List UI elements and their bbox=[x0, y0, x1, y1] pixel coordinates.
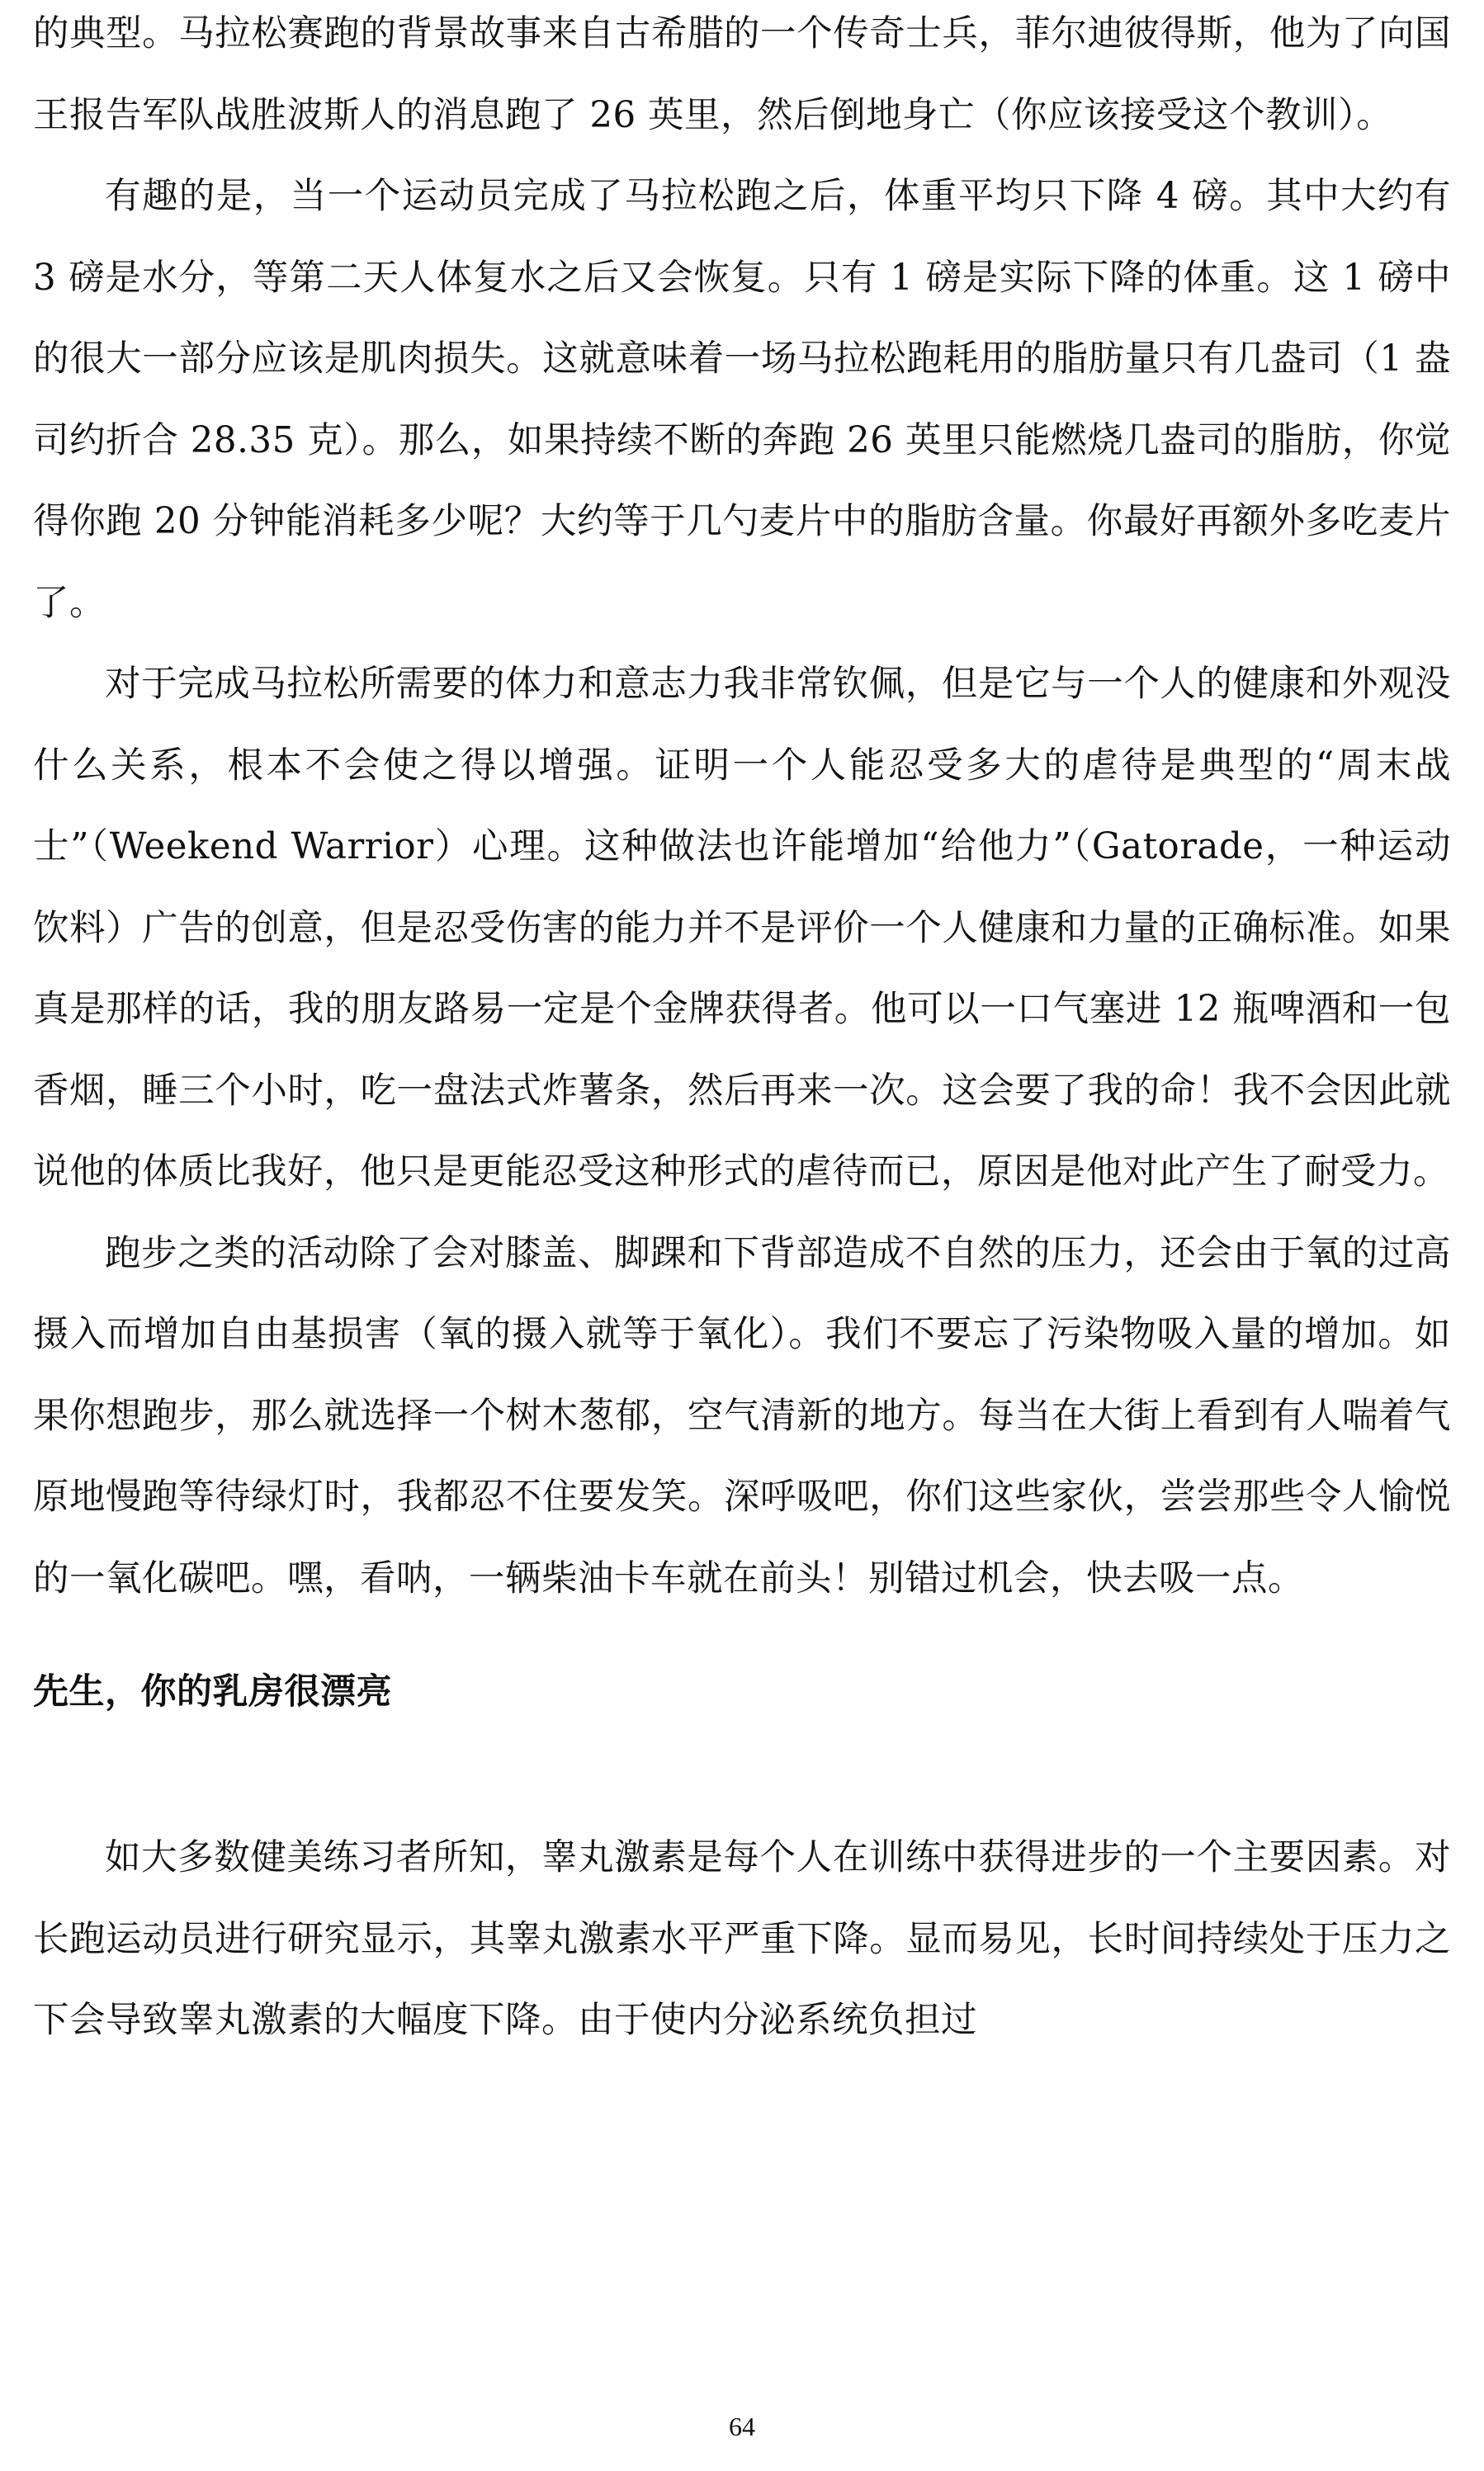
section-spacer-bottom bbox=[33, 1717, 1451, 1817]
paragraph-testosterone: 如大多数健美练习者所知，睾丸激素是每个人在训练中获得进步的一个主要因素。对长跑运动员进行研究显示，其睾丸激素水平严重下降。显而易见，长时间持续处于压力之下会导致睾丸激素的大幅度下降。由于使内分泌系统负担过 bbox=[33, 1837, 1451, 2041]
paragraph-marathon-origin: 的典型。马拉松赛跑的背景故事来自古希腊的一个传奇士兵，菲尔迪彼得斯，他为了向国王报告军队战胜波斯人的消息跑了 26 英里，然后倒地身亡（你应该接受这个教训）。 bbox=[33, 13, 1451, 136]
section-heading: 先生，你的乳房很漂亮 bbox=[33, 1671, 392, 1713]
paragraph-running-stress: 跑步之类的活动除了会对膝盖、脚踝和下背部造成不自然的压力，还会由于氧的过高摄入而增加自由基损害（氧的摄入就等于氧化）。我们不要忘了污染物吸入量的增加。如果你想跑步，那么就选择一个树木葱郁，空气清新的地方。每当在大街上看到有人喘着气原地慢跑等待绿灯时，我都忍不住要发笑。深呼吸吧，你们这些家伙，尝尝那些令人愉悦的一氧化碳吧。嘿，看呐，一辆柴油卡车就在前头！别错过机会，快去吸一点。 bbox=[33, 1232, 1451, 1599]
paragraph-weight-loss: 有趣的是，当一个运动员完成了马拉松跑之后，体重平均只下降 4 磅。其中大约有 3 磅是水分，等第二天人体复水之后又会恢复。只有 1 磅是实际下降的体重。这 1 磅中的很大一部分应该是肌肉损失。这就意味着一场马拉松跑耗用的脂肪量只有几盎司（1 盎司约折合 28.35 克）。那么，如果持续不断的奔跑 26 英里只能燃烧几盎司的脂肪，你觉得你跑 20 分钟能消耗多少呢？大约等于几勺麦片中的脂肪含量。你最好再额外多吃麦片了。 bbox=[33, 176, 1451, 624]
page-number: 64 bbox=[729, 2412, 755, 2441]
document-page bbox=[33, 0, 1451, 2062]
section-spacer-top bbox=[33, 1619, 1451, 1667]
paragraph-endurance: 对于完成马拉松所需要的体力和意志力我非常钦佩，但是它与一个人的健康和外观没什么关系，根本不会使之得以增强。证明一个人能忍受多大的虐待是典型的“周末战士”（Weekend Warrior）心理。这种做法也许能增加“给他力”（Gatorade，一种运动饮料）广告的创意，但是忍受伤害的能力并不是评价一个人健康和力量的正确标准。如果真是那样的话，我的朋友路易一定是个金牌获得者。他可以一口气塞进 12 瓶啤酒和一包香烟，睡三个小时，吃一盘法式炸薯条，然后再来一次。这会要了我的命！我不会因此就说他的体质比我好，他只是更能忍受这种形式的虐待而已，原因是他对此产生了耐受力。 bbox=[33, 664, 1451, 1193]
